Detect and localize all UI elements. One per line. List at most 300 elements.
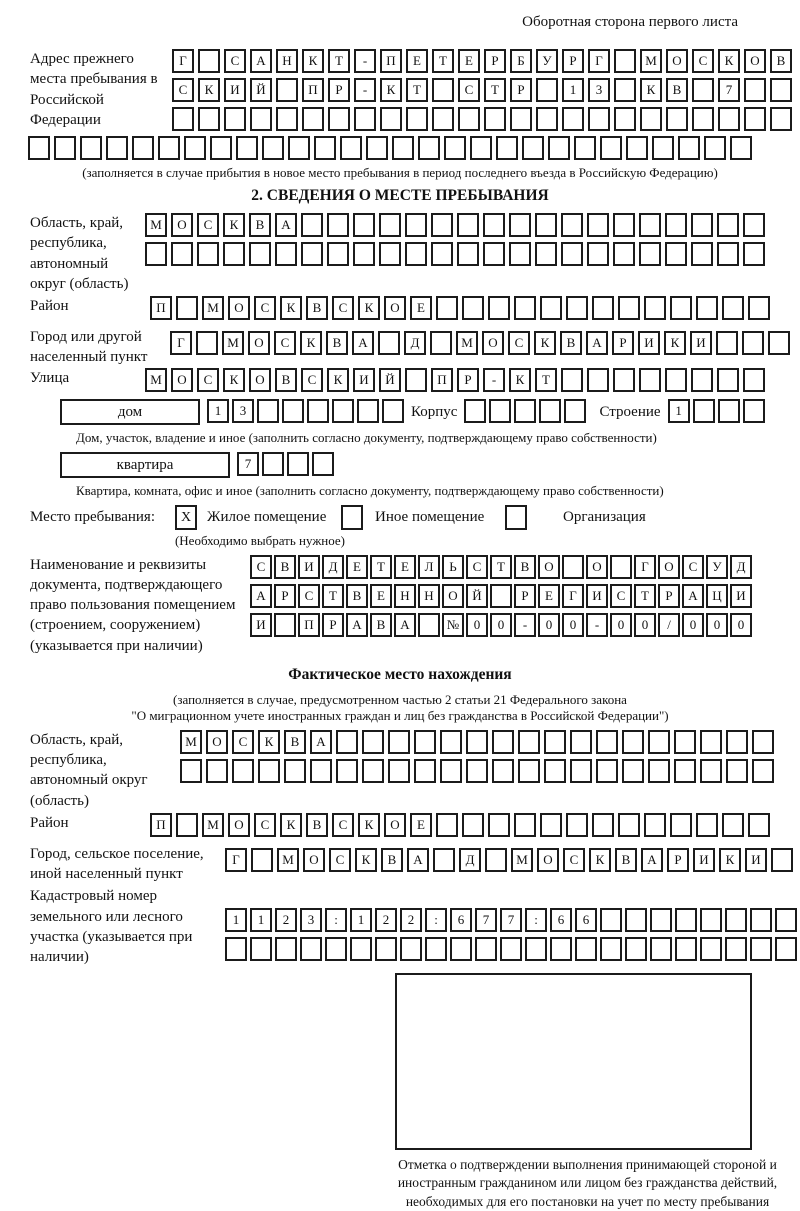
char-box: А — [394, 613, 416, 637]
prev-address-caption: (заполняется в случае прибытия в новое место пребывания в период последнего въезда в Российскую Федерацию) — [82, 165, 718, 180]
char-box — [564, 399, 586, 423]
char-box — [665, 213, 687, 237]
section2-street-row — [145, 368, 765, 392]
char-box — [613, 213, 635, 237]
char-box — [691, 368, 713, 392]
char-box — [197, 242, 219, 266]
char-box: Е — [458, 49, 480, 73]
char-box — [440, 759, 462, 783]
char-box: В — [666, 78, 688, 102]
char-box — [752, 730, 774, 754]
char-box — [648, 730, 670, 754]
char-box — [488, 296, 510, 320]
char-box: О — [482, 331, 504, 355]
char-box: 7 — [237, 452, 259, 476]
section2-oblast — [30, 213, 800, 294]
char-box — [613, 242, 635, 266]
char-box — [176, 296, 198, 320]
char-box — [171, 242, 193, 266]
char-box — [718, 107, 740, 131]
char-box — [436, 296, 458, 320]
char-box: К — [719, 848, 741, 872]
char-box — [224, 107, 246, 131]
stay-option-residential-label: Жилое помещение — [207, 508, 327, 525]
char-box — [725, 937, 747, 961]
char-box — [210, 136, 232, 160]
char-box: Й — [466, 584, 488, 608]
char-box: К — [640, 78, 662, 102]
char-box: О — [171, 368, 193, 392]
char-box — [223, 242, 245, 266]
char-box — [644, 296, 666, 320]
char-box — [722, 296, 744, 320]
char-box: : — [425, 908, 447, 932]
char-box — [562, 555, 584, 579]
char-box — [670, 813, 692, 837]
char-box: Е — [370, 584, 392, 608]
char-box: Н — [394, 584, 416, 608]
char-box: О — [228, 813, 250, 837]
char-box: С — [682, 555, 704, 579]
char-box — [198, 107, 220, 131]
char-box: 1 — [562, 78, 584, 102]
char-box: 6 — [550, 908, 572, 932]
char-box — [458, 107, 480, 131]
char-box — [700, 730, 722, 754]
char-box: О — [666, 49, 688, 73]
char-box — [518, 730, 540, 754]
stay-type-label: Место пребывания: — [30, 508, 155, 525]
char-box — [328, 107, 350, 131]
char-box: П — [150, 296, 172, 320]
char-box: К — [258, 730, 280, 754]
char-box — [700, 759, 722, 783]
char-box — [596, 730, 618, 754]
char-box — [743, 399, 765, 423]
section2-oblast-label: Область, край, республика, автономный округ (область) — [30, 215, 129, 292]
char-box — [312, 452, 334, 476]
char-box: 7 — [475, 908, 497, 932]
char-box — [510, 107, 532, 131]
char-box: - — [354, 78, 376, 102]
prev-address-row-2 — [172, 78, 792, 102]
apartment-row — [60, 452, 800, 481]
char-box — [536, 78, 558, 102]
char-box — [750, 908, 772, 932]
char-box — [310, 759, 332, 783]
char-box: С — [197, 368, 219, 392]
char-box: М — [145, 368, 167, 392]
char-box — [430, 331, 452, 355]
char-box: В — [381, 848, 403, 872]
prev-address-section — [30, 49, 800, 136]
actual-oblast-grid — [180, 730, 774, 788]
char-box — [674, 730, 696, 754]
char-box — [717, 213, 739, 237]
char-box — [366, 136, 388, 160]
char-box: У — [536, 49, 558, 73]
actual-oblast-row-2 — [180, 759, 774, 783]
char-box — [670, 296, 692, 320]
char-box — [678, 136, 700, 160]
char-box — [483, 242, 505, 266]
char-box — [639, 368, 661, 392]
cadastre-row-1 — [225, 908, 797, 932]
char-box: К — [355, 848, 377, 872]
char-box: Р — [457, 368, 479, 392]
char-box: Т — [535, 368, 557, 392]
char-box — [257, 399, 279, 423]
char-box: 1 — [668, 399, 690, 423]
char-box — [466, 759, 488, 783]
char-box — [514, 813, 536, 837]
char-box — [275, 937, 297, 961]
char-box: В — [560, 331, 582, 355]
char-box: К — [223, 368, 245, 392]
prev-address-grid — [172, 49, 792, 136]
char-box — [362, 730, 384, 754]
char-box — [275, 242, 297, 266]
actual-rayon-row — [150, 813, 770, 837]
char-box — [750, 937, 772, 961]
char-box: К — [327, 368, 349, 392]
char-box — [431, 242, 453, 266]
document-row-2 — [250, 584, 752, 608]
char-box — [525, 937, 547, 961]
char-box: О — [384, 813, 406, 837]
char-box — [405, 213, 427, 237]
char-box: - — [483, 368, 505, 392]
char-box — [674, 759, 696, 783]
char-box — [548, 136, 570, 160]
char-box: У — [706, 555, 728, 579]
char-box — [648, 759, 670, 783]
stamp-box — [395, 973, 752, 1150]
char-box: Р — [484, 49, 506, 73]
char-box — [287, 452, 309, 476]
char-box — [625, 908, 647, 932]
char-box — [592, 296, 614, 320]
char-box: К — [223, 213, 245, 237]
char-box — [771, 848, 793, 872]
char-box: И — [730, 584, 752, 608]
char-box: 3 — [300, 908, 322, 932]
char-box — [717, 242, 739, 266]
char-box — [206, 759, 228, 783]
char-box: К — [380, 78, 402, 102]
char-box: Г — [172, 49, 194, 73]
char-box — [336, 759, 358, 783]
stay-type-row — [30, 505, 800, 530]
char-box — [509, 242, 531, 266]
char-box: В — [615, 848, 637, 872]
char-box: М — [456, 331, 478, 355]
char-box: : — [525, 908, 547, 932]
char-box — [433, 848, 455, 872]
char-box — [489, 399, 511, 423]
char-box — [650, 937, 672, 961]
section2-oblast-grid — [145, 213, 765, 271]
char-box: 0 — [490, 613, 512, 637]
char-box — [640, 107, 662, 131]
prev-address-row-3 — [172, 107, 792, 131]
char-box: К — [198, 78, 220, 102]
char-box: В — [249, 213, 271, 237]
char-box — [574, 136, 596, 160]
char-box — [357, 399, 379, 423]
char-box: С — [466, 555, 488, 579]
char-box — [354, 107, 376, 131]
char-box — [325, 937, 347, 961]
char-box: С — [224, 49, 246, 73]
stamp-caption: Отметка о подтверждении выполнения принимающей стороной и иностранным гражданином или лицом без гражданства действий, необходимых для его постановки на учет по месту пребывания — [397, 1157, 778, 1209]
char-box: П — [302, 78, 324, 102]
char-box: К — [664, 331, 686, 355]
char-box — [587, 242, 609, 266]
char-box — [462, 296, 484, 320]
char-box — [622, 730, 644, 754]
char-box: М — [202, 813, 224, 837]
char-box: Н — [418, 584, 440, 608]
char-box — [276, 107, 298, 131]
char-box — [485, 848, 507, 872]
char-box — [514, 296, 536, 320]
char-box — [625, 937, 647, 961]
char-box: 3 — [588, 78, 610, 102]
char-box: С — [250, 555, 272, 579]
char-box: И — [353, 368, 375, 392]
char-box — [514, 399, 536, 423]
char-box: М — [277, 848, 299, 872]
char-box — [176, 813, 198, 837]
house-type-box: дом — [60, 399, 200, 425]
section2-rayon-label: Район — [30, 298, 69, 314]
prev-address-row-4 — [28, 136, 800, 160]
char-box: Т — [322, 584, 344, 608]
actual-rayon-label: Район — [30, 814, 69, 831]
char-box: Р — [612, 331, 634, 355]
char-box — [522, 136, 544, 160]
char-box: С — [172, 78, 194, 102]
char-box — [284, 759, 306, 783]
section2-oblast-row-2 — [145, 242, 765, 266]
char-box: А — [346, 613, 368, 637]
char-box: Т — [406, 78, 428, 102]
char-box — [388, 730, 410, 754]
char-box — [691, 242, 713, 266]
char-box: В — [274, 555, 296, 579]
char-box — [716, 331, 738, 355]
char-box: 1 — [350, 908, 372, 932]
char-box — [500, 937, 522, 961]
char-box: 0 — [730, 613, 752, 637]
char-box: Е — [406, 49, 428, 73]
char-box — [418, 136, 440, 160]
char-box: 7 — [500, 908, 522, 932]
char-box: К — [509, 368, 531, 392]
char-box — [692, 107, 714, 131]
cadastre-row-2 — [225, 937, 797, 961]
char-box — [362, 759, 384, 783]
char-box: Д — [322, 555, 344, 579]
char-box — [592, 813, 614, 837]
char-box — [596, 759, 618, 783]
char-box: О — [249, 368, 271, 392]
section2-street-label: Улица — [30, 369, 70, 386]
char-box — [302, 107, 324, 131]
char-box: С — [254, 813, 276, 837]
char-box — [106, 136, 128, 160]
char-box — [696, 296, 718, 320]
char-box — [262, 136, 284, 160]
char-box — [742, 331, 764, 355]
stroenie-label: Строение — [599, 403, 661, 420]
char-box: И — [745, 848, 767, 872]
char-box — [540, 296, 562, 320]
char-box — [718, 399, 740, 423]
char-box — [274, 613, 296, 637]
char-box: Й — [379, 368, 401, 392]
char-box — [613, 368, 635, 392]
section2-rayon — [30, 296, 800, 325]
char-box: Г — [562, 584, 584, 608]
document-grid — [250, 555, 752, 642]
char-box — [544, 759, 566, 783]
char-box: / — [658, 613, 680, 637]
char-box — [652, 136, 674, 160]
char-box — [180, 759, 202, 783]
char-box: О — [537, 848, 559, 872]
char-box — [483, 213, 505, 237]
char-box: 1 — [250, 908, 272, 932]
char-box: О — [442, 584, 464, 608]
char-box: В — [370, 613, 392, 637]
char-box — [488, 813, 510, 837]
char-box: К — [300, 331, 322, 355]
char-box — [436, 813, 458, 837]
char-box: А — [682, 584, 704, 608]
char-box — [666, 107, 688, 131]
char-box — [414, 759, 436, 783]
char-box — [575, 937, 597, 961]
char-box — [561, 242, 583, 266]
char-box — [444, 136, 466, 160]
section2-title: 2. СВЕДЕНИЯ О МЕСТЕ ПРЕБЫВАНИЯ — [251, 187, 549, 204]
char-box: 0 — [610, 613, 632, 637]
char-box: О — [744, 49, 766, 73]
char-box — [768, 331, 790, 355]
char-box — [405, 242, 427, 266]
char-box: Р — [658, 584, 680, 608]
char-box: Р — [322, 613, 344, 637]
char-box — [692, 78, 714, 102]
char-box: Т — [490, 555, 512, 579]
char-box — [28, 136, 50, 160]
char-box — [752, 759, 774, 783]
char-box: Г — [588, 49, 610, 73]
char-box — [535, 242, 557, 266]
char-box: И — [693, 848, 715, 872]
char-box: Т — [328, 49, 350, 73]
stay-option-other-checkbox — [341, 505, 363, 530]
char-box — [418, 613, 440, 637]
char-box: Л — [418, 555, 440, 579]
char-box — [518, 759, 540, 783]
char-box: Ц — [706, 584, 728, 608]
char-box: С — [692, 49, 714, 73]
char-box: П — [150, 813, 172, 837]
char-box — [693, 399, 715, 423]
char-box: Б — [510, 49, 532, 73]
char-box — [570, 730, 592, 754]
char-box — [509, 213, 531, 237]
actual-location-caption-1: (заполняется в случае, предусмотренном частью 2 статьи 21 Федерального закона — [173, 691, 627, 707]
char-box — [691, 213, 713, 237]
char-box — [184, 136, 206, 160]
char-box — [462, 813, 484, 837]
char-box: Ь — [442, 555, 464, 579]
char-box: Р — [667, 848, 689, 872]
char-box: С — [332, 813, 354, 837]
char-box: Е — [394, 555, 416, 579]
char-box — [431, 213, 453, 237]
char-box — [614, 49, 636, 73]
char-box: Д — [459, 848, 481, 872]
char-box: О — [586, 555, 608, 579]
char-box — [314, 136, 336, 160]
char-box — [158, 136, 180, 160]
char-box — [379, 242, 401, 266]
char-box — [406, 107, 428, 131]
char-box — [492, 759, 514, 783]
char-box: И — [224, 78, 246, 102]
char-box: А — [310, 730, 332, 754]
char-box: В — [770, 49, 792, 73]
char-box — [570, 759, 592, 783]
char-box — [353, 242, 375, 266]
char-box: К — [358, 813, 380, 837]
char-box — [196, 331, 218, 355]
char-box — [626, 136, 648, 160]
char-box: А — [250, 584, 272, 608]
char-box: Г — [634, 555, 656, 579]
char-box — [232, 759, 254, 783]
char-box: С — [298, 584, 320, 608]
char-box: С — [508, 331, 530, 355]
char-box — [475, 937, 497, 961]
actual-location-title: Фактическое место нахождения — [288, 665, 512, 683]
char-box: Р — [328, 78, 350, 102]
char-box — [405, 368, 427, 392]
char-box: В — [284, 730, 306, 754]
char-box: С — [458, 78, 480, 102]
char-box: О — [206, 730, 228, 754]
char-box: Т — [484, 78, 506, 102]
char-box — [250, 937, 272, 961]
char-box — [743, 242, 765, 266]
char-box — [744, 78, 766, 102]
char-box — [618, 813, 640, 837]
char-box: С — [329, 848, 351, 872]
char-box — [704, 136, 726, 160]
char-box — [250, 107, 272, 131]
char-box — [587, 368, 609, 392]
char-box — [770, 78, 792, 102]
char-box: Г — [170, 331, 192, 355]
char-box: В — [346, 584, 368, 608]
house-number-cells — [207, 399, 404, 423]
char-box: О — [248, 331, 270, 355]
